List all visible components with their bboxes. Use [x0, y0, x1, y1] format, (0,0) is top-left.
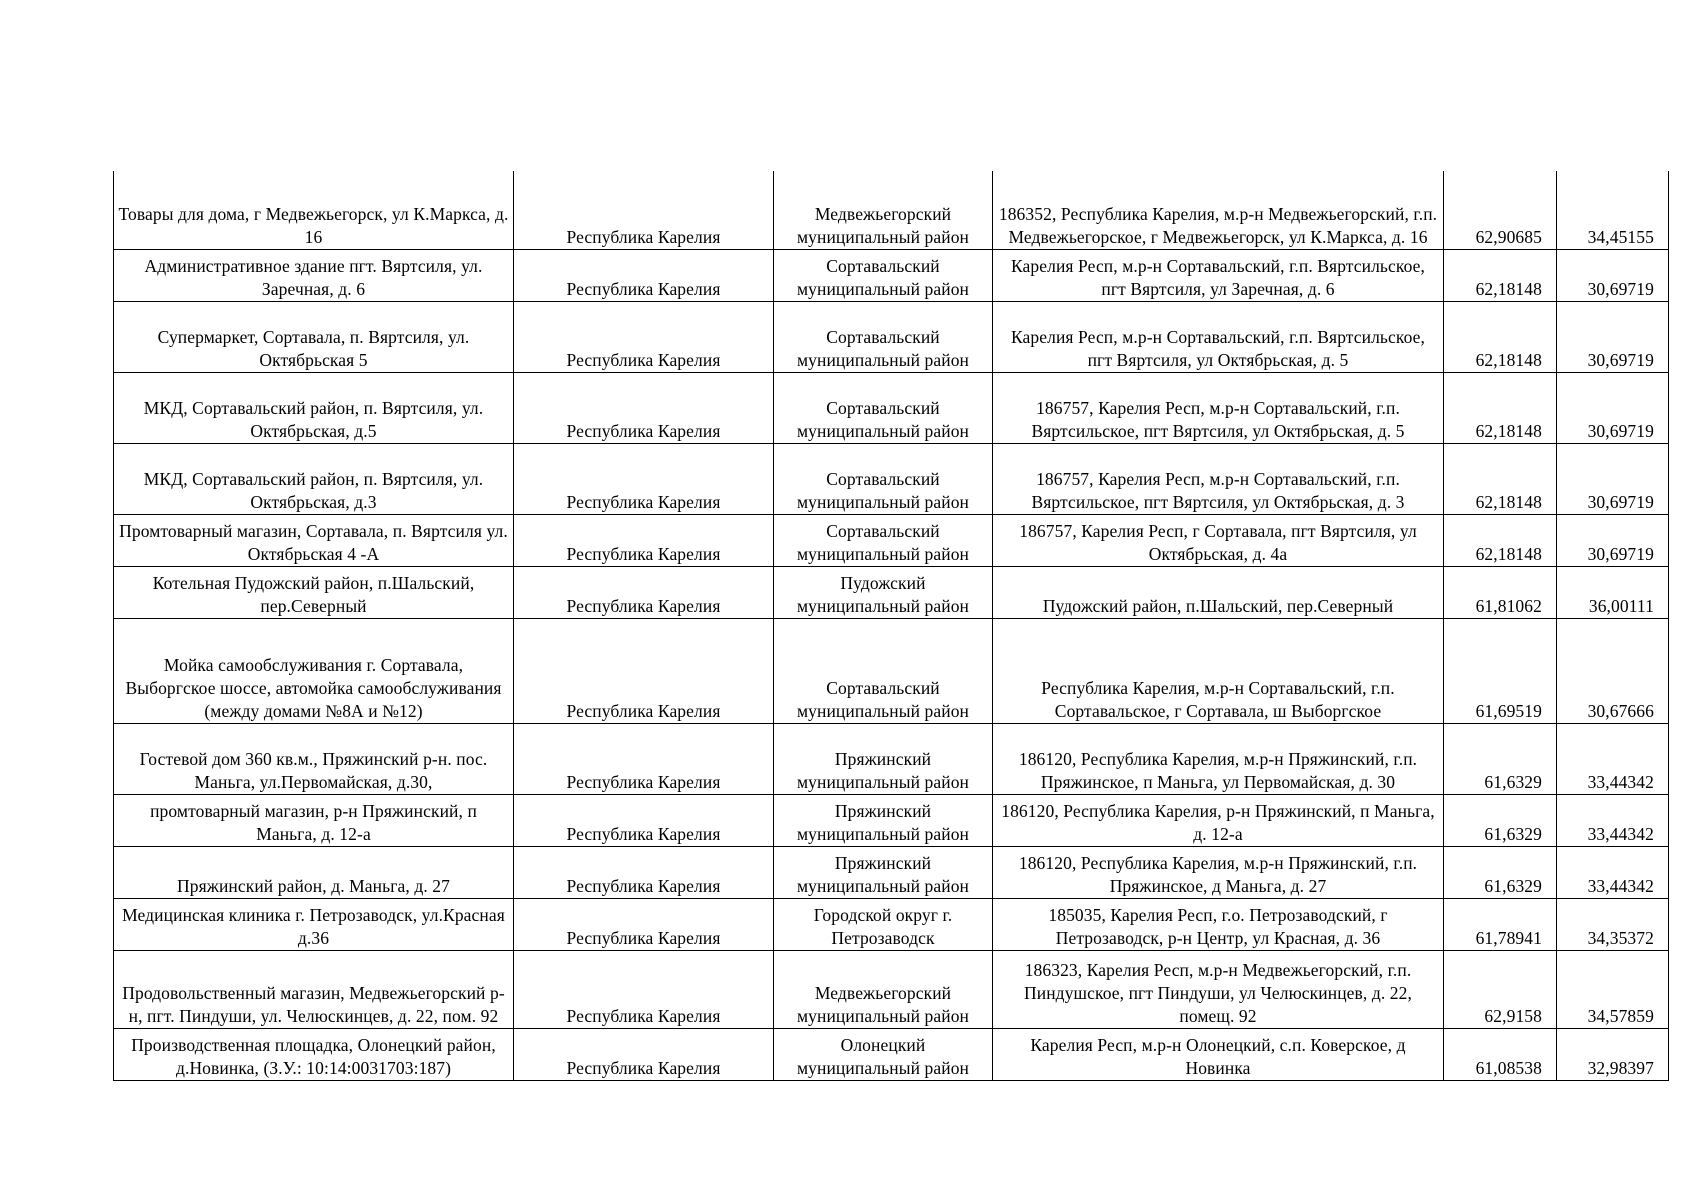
object-name-cell: Медицинская клиника г. Петрозаводск, ул.Красная д.36 — [114, 898, 514, 950]
table-row — [114, 249, 1669, 301]
longitude-cell: 34,45155 — [1557, 171, 1669, 249]
table-row — [114, 846, 1669, 898]
table-row — [114, 898, 1669, 950]
table-row — [114, 171, 1669, 249]
longitude-cell: 30,69719 — [1557, 249, 1669, 301]
longitude-cell: 36,00111 — [1557, 566, 1669, 618]
region-cell: Республика Карелия — [514, 566, 774, 618]
table-row — [114, 566, 1669, 618]
longitude-cell: 30,67666 — [1557, 618, 1669, 723]
address-cell: 186757, Карелия Респ, м.р-н Сортавальский, г.п. Вяртсильское, пгт Вяртсиля, ул Октябрьская, д. 3 — [993, 443, 1444, 514]
object-name-cell: МКД, Сортавальский район, п. Вяртсиля, ул. Октябрьская, д.3 — [114, 443, 514, 514]
region-cell: Республика Карелия — [514, 443, 774, 514]
object-name-cell: Товары для дома, г Медвежьегорск, ул К.Маркса, д. 16 — [114, 171, 514, 249]
district-cell: Сортавальский муниципальный район — [774, 514, 993, 566]
region-cell: Республика Карелия — [514, 723, 774, 794]
longitude-cell: 34,57859 — [1557, 950, 1669, 1028]
latitude-cell: 61,6329 — [1444, 794, 1557, 846]
table-row — [114, 514, 1669, 566]
region-cell: Республика Карелия — [514, 171, 774, 249]
district-cell: Пудожский муниципальный район — [774, 566, 993, 618]
object-name-cell: Пряжинский район, д. Маньга, д. 27 — [114, 846, 514, 898]
latitude-cell: 62,18148 — [1444, 372, 1557, 443]
region-cell: Республика Карелия — [514, 372, 774, 443]
table-row — [114, 443, 1669, 514]
latitude-cell: 61,08538 — [1444, 1028, 1557, 1080]
object-name-cell: Промтоварный магазин, Сортавала, п. Вяртсиля ул. Октябрьская 4 -А — [114, 514, 514, 566]
district-cell: Сортавальский муниципальный район — [774, 301, 993, 372]
longitude-cell: 33,44342 — [1557, 723, 1669, 794]
district-cell: Сортавальский муниципальный район — [774, 443, 993, 514]
latitude-cell: 62,18148 — [1444, 249, 1557, 301]
address-cell: Карелия Респ, м.р-н Сортавальский, г.п. Вяртсильское, пгт Вяртсиля, ул Октябрьская, д. 5 — [993, 301, 1444, 372]
region-cell: Республика Карелия — [514, 514, 774, 566]
longitude-cell: 34,35372 — [1557, 898, 1669, 950]
district-cell: Сортавальский муниципальный район — [774, 618, 993, 723]
latitude-cell: 62,18148 — [1444, 301, 1557, 372]
longitude-cell: 30,69719 — [1557, 514, 1669, 566]
address-cell: Пудожский район, п.Шальский, пер.Северный — [993, 566, 1444, 618]
longitude-cell: 30,69719 — [1557, 372, 1669, 443]
address-cell: Карелия Респ, м.р-н Сортавальский, г.п. Вяртсильское, пгт Вяртсиля, ул Заречная, д. 6 — [993, 249, 1444, 301]
object-name-cell: Котельная Пудожский район, п.Шальский, пер.Северный — [114, 566, 514, 618]
objects-table-body — [114, 171, 1669, 1080]
longitude-cell: 33,44342 — [1557, 846, 1669, 898]
longitude-cell: 30,69719 — [1557, 301, 1669, 372]
district-cell: Олонецкий муниципальный район — [774, 1028, 993, 1080]
latitude-cell: 61,6329 — [1444, 723, 1557, 794]
district-cell: Пряжинский муниципальный район — [774, 794, 993, 846]
district-cell: Сортавальский муниципальный район — [774, 249, 993, 301]
latitude-cell: 62,90685 — [1444, 171, 1557, 249]
object-name-cell: Производственная площадка, Олонецкий район, д.Новинка, (З.У.: 10:14:0031703:187) — [114, 1028, 514, 1080]
latitude-cell: 62,18148 — [1444, 514, 1557, 566]
address-cell: 185035, Карелия Респ, г.о. Петрозаводский, г Петрозаводск, р-н Центр, ул Красная, д. 36 — [993, 898, 1444, 950]
objects-table — [113, 171, 1669, 1081]
latitude-cell: 61,69519 — [1444, 618, 1557, 723]
region-cell: Республика Карелия — [514, 898, 774, 950]
longitude-cell: 30,69719 — [1557, 443, 1669, 514]
table-row — [114, 794, 1669, 846]
table-row — [114, 372, 1669, 443]
object-name-cell: МКД, Сортавальский район, п. Вяртсиля, ул. Октябрьская, д.5 — [114, 372, 514, 443]
object-name-cell: Продовольственный магазин, Медвежьегорский р-н, пгт. Пиндуши, ул. Челюскинцев, д. 22, пом. 92 — [114, 950, 514, 1028]
region-cell: Республика Карелия — [514, 301, 774, 372]
latitude-cell: 62,9158 — [1444, 950, 1557, 1028]
object-name-cell: Мойка самообслуживания г. Сортавала, Выборгское шоссе, автомойка самообслуживания (между домами №8А и №12) — [114, 618, 514, 723]
object-name-cell: Гостевой дом 360 кв.м., Пряжинский р-н. пос. Маньга, ул.Первомайская, д.30, — [114, 723, 514, 794]
district-cell: Медвежьегорский муниципальный район — [774, 950, 993, 1028]
address-cell: Карелия Респ, м.р-н Олонецкий, с.п. Коверское, д Новинка — [993, 1028, 1444, 1080]
address-cell: Республика Карелия, м.р-н Сортавальский, г.п. Сортавальское, г Сортавала, ш Выборгское — [993, 618, 1444, 723]
longitude-cell: 33,44342 — [1557, 794, 1669, 846]
latitude-cell: 61,78941 — [1444, 898, 1557, 950]
object-name-cell: Супермаркет, Сортавала, п. Вяртсиля, ул. Октябрьская 5 — [114, 301, 514, 372]
latitude-cell: 61,6329 — [1444, 846, 1557, 898]
longitude-cell: 32,98397 — [1557, 1028, 1669, 1080]
district-cell: Пряжинский муниципальный район — [774, 846, 993, 898]
latitude-cell: 61,81062 — [1444, 566, 1557, 618]
region-cell: Республика Карелия — [514, 794, 774, 846]
region-cell: Республика Карелия — [514, 950, 774, 1028]
address-cell: 186352, Республика Карелия, м.р-н Медвежьегорский, г.п. Медвежьегорское, г Медвежьегорск, ул К.Маркса, д. 16 — [993, 171, 1444, 249]
address-cell: 186120, Республика Карелия, м.р-н Пряжинский, г.п. Пряжинское, д Маньга, д. 27 — [993, 846, 1444, 898]
district-cell: Сортавальский муниципальный район — [774, 372, 993, 443]
table-row — [114, 301, 1669, 372]
object-name-cell: промтоварный магазин, р-н Пряжинский, п Маньга, д. 12-а — [114, 794, 514, 846]
table-row — [114, 618, 1669, 723]
district-cell: Пряжинский муниципальный район — [774, 723, 993, 794]
latitude-cell: 62,18148 — [1444, 443, 1557, 514]
district-cell: Медвежьегорский муниципальный район — [774, 171, 993, 249]
address-cell: 186757, Карелия Респ, м.р-н Сортавальский, г.п. Вяртсильское, пгт Вяртсиля, ул Октябрьская, д. 5 — [993, 372, 1444, 443]
table-row — [114, 950, 1669, 1028]
region-cell: Республика Карелия — [514, 1028, 774, 1080]
address-cell: 186757, Карелия Респ, г Сортавала, пгт Вяртсиля, ул Октябрьская, д. 4а — [993, 514, 1444, 566]
table-row — [114, 1028, 1669, 1080]
region-cell: Республика Карелия — [514, 249, 774, 301]
object-name-cell: Административное здание пгт. Вяртсиля, ул. Заречная, д. 6 — [114, 249, 514, 301]
address-cell: 186120, Республика Карелия, м.р-н Пряжинский, г.п. Пряжинское, п Маньга, ул Первомайская, д. 30 — [993, 723, 1444, 794]
table-row — [114, 723, 1669, 794]
district-cell: Городской округ г. Петрозаводск — [774, 898, 993, 950]
region-cell: Республика Карелия — [514, 846, 774, 898]
address-cell: 186120, Республика Карелия, р-н Пряжинский, п Маньга, д. 12-а — [993, 794, 1444, 846]
address-cell: 186323, Карелия Респ, м.р-н Медвежьегорский, г.п. Пиндушское, пгт Пиндуши, ул Челюскинцев, д. 22, помещ. 92 — [993, 950, 1444, 1028]
region-cell: Республика Карелия — [514, 618, 774, 723]
